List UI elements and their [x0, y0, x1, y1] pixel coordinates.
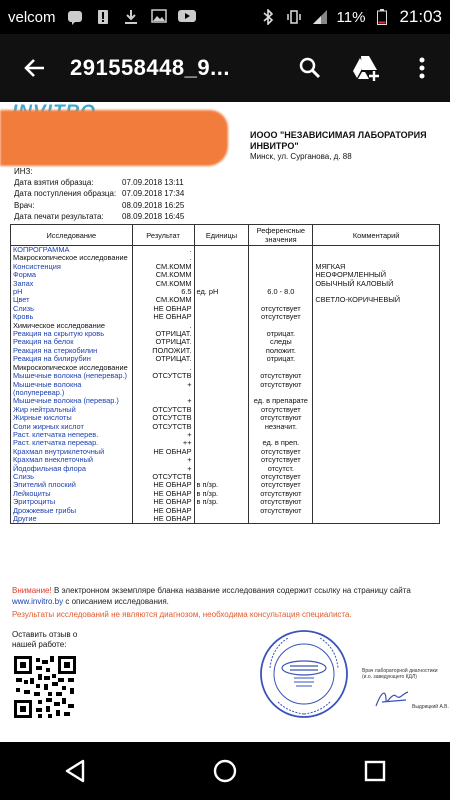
- cell-result: НЕ ОБНАР: [132, 498, 194, 506]
- table-row: [11, 254, 440, 262]
- cell-units: [194, 465, 249, 473]
- cell-result: .: [132, 246, 194, 255]
- cell-reference: отсутствуют: [249, 414, 313, 422]
- youtube-icon: [178, 9, 196, 25]
- home-circle-icon[interactable]: [195, 742, 255, 800]
- cell-comment: [313, 439, 440, 447]
- cell-comment: [313, 423, 440, 431]
- cell-result: +: [132, 431, 194, 439]
- cell-comment: [313, 507, 440, 515]
- cell-study[interactable]: Жир нейтральный: [11, 406, 133, 414]
- cell-result: .: [132, 254, 194, 262]
- battery-percent: 11%: [336, 8, 366, 26]
- cell-reference: отсутствуют: [249, 372, 313, 380]
- cell-study[interactable]: Реакция на стеркобилин: [11, 347, 133, 355]
- cell-reference: [249, 271, 313, 279]
- cell-units: [194, 296, 249, 304]
- warning-label: Внимание!: [12, 586, 52, 595]
- cell-reference: отсутствует: [249, 406, 313, 414]
- viber-icon: [66, 9, 84, 25]
- cell-reference: отрицат.: [249, 355, 313, 363]
- cell-result: 6.5: [132, 288, 194, 296]
- meta-label: Дата поступления образца:: [14, 189, 117, 199]
- cell-comment: [313, 498, 440, 506]
- meta-row: [14, 211, 232, 222]
- alert-icon: [94, 9, 112, 25]
- signature: [372, 686, 412, 710]
- carrier-label: velcom: [8, 8, 56, 26]
- cell-study[interactable]: Реакция на белок: [11, 338, 133, 346]
- cell-result: ПОЛОЖИТ.: [132, 347, 194, 355]
- cell-study[interactable]: Эпителий плоский: [11, 481, 133, 489]
- cell-comment: [313, 481, 440, 489]
- meta-value: 08.09.2018 16:45: [122, 211, 185, 221]
- table-row: [11, 481, 440, 489]
- table-body: [11, 246, 440, 524]
- cell-study: Макроскопическое исследование: [11, 254, 133, 262]
- cell-result: +: [132, 465, 194, 473]
- cell-study[interactable]: Лейкоциты: [11, 490, 133, 498]
- cell-comment: [313, 431, 440, 439]
- cell-result: .: [132, 322, 194, 330]
- cell-units: [194, 347, 249, 355]
- cell-reference: ед. в препарате: [249, 397, 313, 405]
- cell-comment: [313, 347, 440, 355]
- cell-study[interactable]: Запах: [11, 280, 133, 288]
- cell-result: СМ.КОММ: [132, 271, 194, 279]
- cell-reference: [249, 263, 313, 271]
- cell-study[interactable]: Форма: [11, 271, 133, 279]
- cell-units: [194, 263, 249, 271]
- document-view[interactable]: [0, 102, 450, 742]
- cell-study[interactable]: Кровь: [11, 313, 133, 321]
- cell-comment: МЯГКАЯ: [313, 263, 440, 271]
- meta-label: Дата печати результата:: [14, 211, 104, 221]
- app-bar: [0, 34, 450, 102]
- cell-reference: отрицат.: [249, 330, 313, 338]
- disclaimer-note: Результаты исследований не являются диагнозом, необходима консультация специалиста.: [12, 610, 352, 619]
- table-row: [11, 490, 440, 498]
- cell-comment: СВЕТЛО-КОРИЧНЕВЫЙ: [313, 296, 440, 304]
- cell-units: [194, 515, 249, 524]
- cell-comment: [313, 355, 440, 363]
- cell-study[interactable]: Соли жирных кислот: [11, 423, 133, 431]
- meta-value: 07.09.2018 17:34: [122, 189, 185, 199]
- cell-comment: [313, 364, 440, 372]
- cell-units: [194, 423, 249, 431]
- cell-units: в п/зр.: [194, 490, 249, 498]
- cell-reference: отсутствует: [249, 313, 313, 321]
- cell-reference: отсутствует: [249, 481, 313, 489]
- cell-result: СМ.КОММ: [132, 280, 194, 288]
- status-bar: [0, 0, 450, 34]
- cell-reference: [249, 515, 313, 524]
- table-row: [11, 305, 440, 313]
- cell-reference: положит.: [249, 347, 313, 355]
- table-row: [11, 507, 440, 515]
- cell-comment: [313, 490, 440, 498]
- cell-result: ОТСУТСТВ: [132, 473, 194, 481]
- cell-study[interactable]: Реакция на скрытую кровь: [11, 330, 133, 338]
- back-arrow-icon[interactable]: [0, 34, 70, 102]
- lab-stamp: [258, 628, 350, 720]
- lab-name: ИООО "НЕЗАВИСИМАЯ ЛАБОРАТОРИЯ ИНВИТРО": [250, 130, 427, 151]
- cell-comment: [313, 473, 440, 481]
- meta-row: [14, 200, 232, 211]
- cell-study[interactable]: pH: [11, 288, 133, 296]
- warning-text: В электронном экземпляре бланка название исследования содержит ссылку на страницу сайта: [51, 586, 411, 595]
- cell-result: +: [132, 397, 194, 405]
- cell-study[interactable]: Жирные кислоты: [11, 414, 133, 422]
- cell-units: [194, 305, 249, 313]
- cell-study[interactable]: Мышечные волокна (неперевар.): [11, 372, 133, 380]
- cell-reference: отсутствуют: [249, 490, 313, 498]
- cell-study[interactable]: Мышечные волокна (полуперевар.): [11, 381, 133, 398]
- meta-row: [14, 177, 232, 188]
- cell-comment: [313, 515, 440, 524]
- meta-value: 07.09.2018 13:11: [122, 178, 184, 188]
- cell-comment: ОБЫЧНЫЙ КАЛОВЫЙ: [313, 280, 440, 288]
- more-vert-icon[interactable]: [394, 34, 450, 102]
- cell-units: [194, 246, 249, 255]
- cell-units: [194, 397, 249, 405]
- cell-study[interactable]: Другие: [11, 515, 133, 524]
- cell-study[interactable]: Цвет: [11, 296, 133, 304]
- cell-units: в п/зр.: [194, 498, 249, 506]
- sample-meta: [14, 166, 232, 222]
- cell-units: [194, 330, 249, 338]
- cell-study[interactable]: Реакция на билирубин: [11, 355, 133, 363]
- table-row: [11, 515, 440, 524]
- qr-code[interactable]: [12, 654, 78, 720]
- cell-reference: отсутст.: [249, 465, 313, 473]
- cell-result: ОТРИЦАТ.: [132, 355, 194, 363]
- results-table: [10, 224, 440, 524]
- cell-units: [194, 406, 249, 414]
- cell-result: СМ.КОММ: [132, 296, 194, 304]
- meta-label: ИНЗ:: [14, 167, 33, 176]
- cell-comment: [313, 372, 440, 380]
- cell-comment: [313, 397, 440, 405]
- cell-comment: [313, 448, 440, 456]
- cell-study[interactable]: Слизь: [11, 305, 133, 313]
- cell-study[interactable]: Крахмал внеклеточный: [11, 456, 133, 464]
- cell-units: в п/зр.: [194, 481, 249, 489]
- cell-comment: [313, 381, 440, 398]
- cell-comment: [313, 406, 440, 414]
- meta-value: [122, 166, 232, 177]
- file-title: 291558448_9...: [70, 55, 230, 80]
- header-comment: Комментарий: [313, 225, 440, 246]
- cell-study[interactable]: Раст. клетчатка перевар.: [11, 439, 133, 447]
- cell-result: ОТСУТСТВ: [132, 423, 194, 431]
- warning-note: [12, 586, 440, 607]
- feedback-label: Оставить отзыв о нашей работе:: [12, 630, 78, 649]
- cell-study: Микроскопическое исследование: [11, 364, 133, 372]
- cell-comment: [313, 330, 440, 338]
- image-icon: [150, 9, 168, 25]
- cell-study: Химическое исследование: [11, 322, 133, 330]
- cell-comment: НЕОФОРМЛЕННЫЙ: [313, 271, 440, 279]
- cell-units: [194, 313, 249, 321]
- bluetooth-icon: [259, 9, 277, 25]
- cell-comment: [313, 313, 440, 321]
- redacted-patient-name: [0, 110, 228, 166]
- cell-result: ++: [132, 439, 194, 447]
- cell-comment: [313, 456, 440, 464]
- cell-study[interactable]: Мышечные волокна (перевар.): [11, 397, 133, 405]
- header-study: Исследование: [11, 225, 133, 246]
- table-row: [11, 330, 440, 338]
- cell-study[interactable]: Слизь: [11, 473, 133, 481]
- cell-study[interactable]: Дрожжевые грибы: [11, 507, 133, 515]
- header-result: Результат: [132, 225, 194, 246]
- meta-row: [14, 166, 232, 177]
- cell-study[interactable]: Йодофильная флора: [11, 465, 133, 473]
- cell-reference: следы: [249, 338, 313, 346]
- cell-reference: отсутствует: [249, 448, 313, 456]
- cell-result: НЕ ОБНАР: [132, 507, 194, 515]
- cell-units: [194, 271, 249, 279]
- cell-result: НЕ ОБНАР: [132, 490, 194, 498]
- cell-reference: отсутствуют: [249, 381, 313, 398]
- signal-icon: [311, 9, 329, 25]
- cell-result: НЕ ОБНАР: [132, 313, 194, 321]
- cell-result: ОТСУТСТВ: [132, 414, 194, 422]
- meta-label: Врач:: [14, 200, 35, 210]
- download-icon: [122, 9, 140, 25]
- cell-reference: отсутствуют: [249, 498, 313, 506]
- cell-units: [194, 507, 249, 515]
- table-row: [11, 406, 440, 414]
- cell-study[interactable]: Раст. клетчатка неперев.: [11, 431, 133, 439]
- warning-tail: с описанием исследования.: [63, 596, 169, 606]
- cell-comment: [313, 465, 440, 473]
- cell-reference: [249, 254, 313, 262]
- cell-result: ОТРИЦАТ.: [132, 338, 194, 346]
- cell-units: [194, 439, 249, 447]
- cell-result: +: [132, 381, 194, 398]
- cell-result: ОТСУТСТВ: [132, 406, 194, 414]
- stamp-caption: Врач лабораторной диагностики (и.о. заведующего КДЛ): [362, 668, 438, 680]
- cell-comment: [313, 338, 440, 346]
- invitro-link[interactable]: www.invitro.by: [12, 596, 64, 606]
- cell-reference: отсутствует: [249, 473, 313, 481]
- table-row: [11, 296, 440, 304]
- cell-units: [194, 414, 249, 422]
- cell-comment: [313, 246, 440, 255]
- meta-row: [14, 188, 232, 199]
- back-triangle-icon[interactable]: [45, 742, 105, 800]
- table-row: [11, 280, 440, 288]
- cell-reference: 6.0 - 8.0: [249, 288, 313, 296]
- table-row: [11, 465, 440, 473]
- cell-units: ед. pH: [194, 288, 249, 296]
- lab-address: Минск, ул. Сурганова, д. 88: [250, 152, 352, 161]
- cell-comment: [313, 322, 440, 330]
- cell-study[interactable]: Эритроциты: [11, 498, 133, 506]
- cell-units: [194, 322, 249, 330]
- clock: 21:03: [399, 7, 442, 26]
- header-reference: Референсные значения: [249, 225, 313, 246]
- cell-units: [194, 254, 249, 262]
- drive-add-icon[interactable]: [338, 34, 394, 102]
- cell-study[interactable]: Консистенция: [11, 263, 133, 271]
- cell-units: [194, 338, 249, 346]
- cell-units: [194, 364, 249, 372]
- cell-study[interactable]: КОПРОГРАММА: [11, 246, 133, 255]
- table-row: [11, 381, 440, 398]
- cell-units: [194, 448, 249, 456]
- cell-units: [194, 456, 249, 464]
- cell-units: [194, 431, 249, 439]
- cell-result: +: [132, 456, 194, 464]
- meta-label: Дата взятия образца:: [14, 178, 94, 188]
- header-units: Единицы: [194, 225, 249, 246]
- cell-result: НЕ ОБНАР: [132, 305, 194, 313]
- cell-result: .: [132, 364, 194, 372]
- cell-result: ОТСУТСТВ: [132, 372, 194, 380]
- cell-study[interactable]: Крахмал внутриклеточный: [11, 448, 133, 456]
- battery-icon: [373, 9, 391, 25]
- cell-units: [194, 381, 249, 398]
- cell-comment: [313, 414, 440, 422]
- cell-result: СМ.КОММ: [132, 263, 194, 271]
- cell-result: ОТРИЦАТ.: [132, 330, 194, 338]
- cell-reference: незначит.: [249, 423, 313, 431]
- cell-reference: [249, 246, 313, 255]
- recents-square-icon[interactable]: [345, 742, 405, 800]
- cell-result: НЕ ОБНАР: [132, 481, 194, 489]
- cell-reference: отсутствуют: [249, 507, 313, 515]
- meta-value: 08.09.2018 16:25: [122, 200, 185, 210]
- cell-reference: ед. в преп.: [249, 439, 313, 447]
- cell-comment: [313, 305, 440, 313]
- cell-result: НЕ ОБНАР: [132, 515, 194, 524]
- nav-bar: [0, 742, 450, 800]
- cell-reference: отсутствует: [249, 305, 313, 313]
- table-header-row: [11, 225, 440, 246]
- cell-result: НЕ ОБНАР: [132, 448, 194, 456]
- cell-units: [194, 372, 249, 380]
- signature-name: Выдрицкий А.В.: [412, 704, 449, 710]
- search-icon[interactable]: [282, 34, 338, 102]
- cell-reference: отсутствует: [249, 456, 313, 464]
- cell-units: [194, 355, 249, 363]
- vibrate-icon: [285, 9, 303, 25]
